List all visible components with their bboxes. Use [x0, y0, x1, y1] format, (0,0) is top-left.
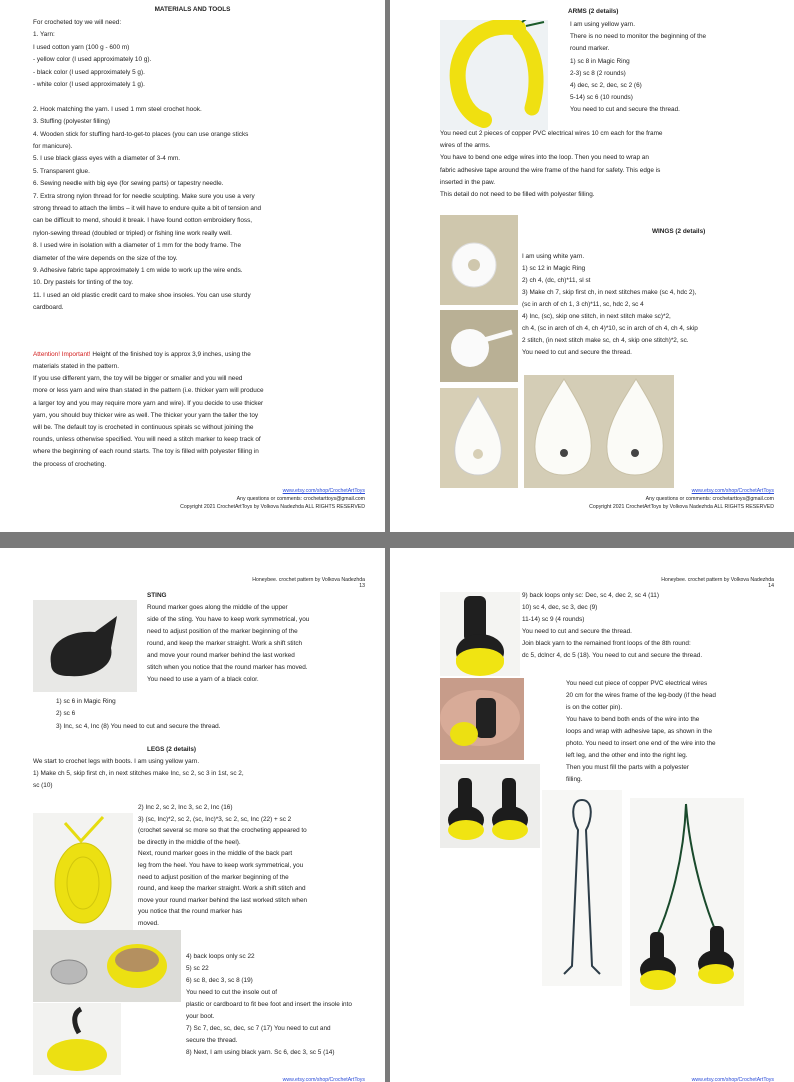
- text-line: 8) Next, I am using black yarn. Sc 6, dec 3, sc 5 (14): [186, 1049, 335, 1056]
- text-line: round, and keep the marker straight. Work a shift stitch and: [138, 885, 306, 893]
- text-line: 3) (sc, Inc)*2, sc 2, (sc, Inc)*3, sc 2, sc, Inc (22) + sc 2: [138, 815, 292, 823]
- text-line: You have to bend both ends of the wire into the: [566, 716, 700, 723]
- boot-photo: [33, 1003, 121, 1075]
- text-line: 2) Inc 2, sc 2, Inc 3, sc 2, Inc (16): [138, 804, 233, 811]
- text-line: nylon-sewing thread (doubled or tripled) or fishing line work really well.: [33, 229, 232, 237]
- text-line: 1) sc 6 in Magic Ring: [56, 698, 116, 705]
- legs-pair-illustration: [440, 764, 540, 848]
- text-line: 1) sc 12 in Magic Ring: [522, 265, 586, 272]
- text-line: 2. Hook matching the yarn. I used 1 mm steel crochet hook.: [33, 105, 202, 113]
- boot-illustration: [33, 1003, 121, 1075]
- text-line: 9) back loops only sc: Dec, sc 4, dec 2, sc 4 (11): [522, 592, 659, 599]
- text-line: 5-14) sc 6 (10 rounds): [570, 94, 633, 102]
- wing-small-photo-1: [440, 215, 518, 305]
- text-line: ch 4, (sc in arch of ch 4, ch 4)*10, sc in arch of ch 4, ch 4, skip: [522, 325, 698, 332]
- text-line: You need to cut and secure the thread.: [522, 349, 632, 356]
- sting-illustration: [33, 600, 137, 692]
- text-line: You need to use a yarn of a black color.: [147, 676, 259, 683]
- text-line: photo. You need to insert one end of the wire into the: [566, 740, 716, 747]
- text-line: 11-14) sc 9 (4 rounds): [522, 616, 585, 623]
- text-line: I am using yellow yarn.: [570, 21, 635, 28]
- text-line: 2-3) sc 8 (2 rounds): [570, 69, 626, 77]
- legs-pair-photo: [440, 764, 540, 848]
- sting-photo: [33, 600, 137, 692]
- legs-on-wire-photo: [630, 798, 744, 1006]
- page-number: 13: [359, 583, 365, 589]
- text-line: side of the sting. You have to keep work symmetrical, you: [147, 616, 310, 623]
- sole-illustration: [33, 813, 133, 931]
- text-line: 4) back loops only sc 22: [186, 953, 255, 960]
- wing-progress-illustration: [440, 310, 518, 382]
- page-sting-legs: [0, 548, 385, 1082]
- text-line: the process of crocheting.: [33, 460, 107, 468]
- sting-title: STING: [147, 592, 167, 599]
- text-line: 1) Make ch 5, skip first ch, in next stitches make Inc, sc 2, sc 3 in 1st, sc 2,: [33, 770, 244, 778]
- text-line: 2) ch 4, (dc, ch)*11, sl st: [522, 277, 591, 284]
- wire-photo: [542, 790, 622, 986]
- text-line: rounds, unless otherwise specified. You will need a stitch marker to keep track of: [33, 436, 261, 444]
- text-line: 20 cm for the wires frame of the leg-body (if the head: [566, 692, 716, 699]
- text-line: You have to bend one edge wires into the loop. Then you need to wrap an: [440, 154, 649, 162]
- attention-line: [33, 351, 251, 359]
- wing-small-photo-2: [440, 310, 518, 382]
- text-line: 10) sc 4, dec, sc 3, dec (9): [522, 604, 598, 611]
- text-line: 6) sc 8, dec 3, sc 8 (19): [186, 977, 253, 984]
- text-line: filling.: [566, 776, 583, 783]
- text-line: 7. Extra strong nylon thread for for needle sculpting. Make sure you use a very: [33, 192, 255, 200]
- text-line: 3) Inc, sc 4, Inc (8) You need to cut and secure the thread.: [56, 722, 221, 730]
- text-line: Join black yarn to the remained front loops of the 8th round:: [522, 640, 691, 647]
- text-line: Round marker goes along the middle of the upper: [147, 604, 288, 611]
- wings-title: WINGS (2 details): [652, 228, 706, 235]
- footer-link[interactable]: www.etsy.com/shop/CrochetArtToys: [282, 1077, 365, 1082]
- page-materials: [0, 0, 385, 532]
- text-line: Next, round marker goes in the middle of the back part: [138, 850, 293, 858]
- page-legs-continued: [390, 548, 794, 1082]
- footer-contact: Any questions or comments: crochetarttoys@gmail.com: [236, 496, 365, 502]
- text-line: 2 stitch, (in next stitch make sc, ch 4, skip one stitch)*2, sc.: [522, 337, 689, 344]
- footer-contact: Any questions or comments: crochetarttoys@gmail.com: [645, 496, 774, 502]
- attention-text: Height of the finished toy is approx 3,9 inches, using the: [90, 351, 251, 358]
- text-line: yarn, you should buy thicker wire as well. The thicker your yarn the taller the toy: [33, 411, 259, 419]
- text-line: This detail do not need to be filled with polyester filling.: [440, 191, 595, 198]
- text-line: materials stated in the pattern.: [33, 363, 119, 370]
- text-line: can be difficult to mend, should it break. I have found cotton embroidery floss,: [33, 217, 253, 225]
- text-line: round marker.: [570, 45, 610, 53]
- legs-title: LEGS (2 details): [147, 746, 197, 753]
- legs-on-wire-illustration: [630, 798, 744, 1006]
- text-line: - black color (I used approximately 5 g).: [33, 68, 145, 76]
- text-line: 5. Transparent glue.: [33, 167, 90, 175]
- text-line: 4. Wooden stick for stuffing hard-to-get-to places (you can use orange sticks: [33, 130, 249, 138]
- text-line: sc (10): [33, 782, 53, 790]
- text-line: You need cut 2 pieces of copper PVC electrical wires 10 cm each for the frame: [440, 130, 663, 137]
- footer-copyright: Copyright 2021 CrochetArtToys by Volkova Nadezhda ALL RIGHTS RESERVED: [589, 504, 774, 510]
- text-line: 1. Yarn:: [33, 31, 55, 39]
- text-line: left leg, and the other end into the right leg.: [566, 752, 688, 759]
- leg-illustration: [440, 592, 520, 676]
- text-line: your boot.: [186, 1013, 215, 1020]
- page-header: Honeybee. crochet pattern by Volkova Nadezhda: [661, 577, 774, 583]
- text-line: need to adjust position of the marker beginning of the: [138, 873, 289, 881]
- text-line: You need to cut and secure the thread.: [522, 628, 632, 635]
- footer-copyright: Copyright 2021 CrochetArtToys by Volkova Nadezhda ALL RIGHTS RESERVED: [180, 504, 365, 510]
- text-line: more or less yarn and wire than stated in the pattern (i.e. thicker yarn will produce: [33, 387, 264, 395]
- text-line: wires of the arms.: [440, 142, 491, 150]
- text-line: You need cut piece of copper PVC electrical wires: [566, 680, 708, 687]
- wings-pair-illustration: [524, 375, 674, 488]
- text-line: 3) Make ch 7, skip first ch, in next stitches make (sc 4, hdc 2),: [522, 289, 697, 296]
- text-line: leg from the heel. You have to keep work symmetrical, you: [138, 862, 304, 869]
- text-line: 6. Sewing needle with big eye (for sewing parts) or tapestry needle.: [33, 180, 224, 188]
- text-line: loops and wrap with adhesive tape, as shown in the: [566, 728, 713, 735]
- text-line: need to adjust position of the marker beginning of the: [147, 628, 298, 635]
- text-line: 4) dec, sc 2, dec, sc 2 (6): [570, 82, 642, 89]
- text-line: If you use different yarn, the toy will be bigger or smaller and you will need: [33, 375, 243, 383]
- text-line: I am using white yarn.: [522, 253, 585, 260]
- text-line: 11. I used an old plastic credit card to make shoe insoles. You can use sturdy: [33, 291, 251, 299]
- text-line: Then you must fill the parts with a polyester: [566, 764, 689, 771]
- wing-small-photo-3: [440, 388, 518, 488]
- text-line: dc 5, dclncr 4, dc 5 (18). You need to cut and secure the thread.: [522, 652, 703, 659]
- text-line: strong thread to attach the limbs – it will have to endure quite a bit of tension and: [33, 205, 262, 212]
- text-line: 10. Dry pastels for tinting of the toy.: [33, 279, 134, 287]
- arms-photo: [440, 20, 548, 130]
- leg-sole-photo: [33, 813, 133, 931]
- arms-title: ARMS (2 details): [568, 8, 619, 15]
- text-line: You need to cut the insole out of: [186, 989, 278, 996]
- text-line: diameter of the wire depends on the size of the toy.: [33, 254, 178, 262]
- insole-photo: [33, 930, 181, 1002]
- text-line: and move your round marker behind the last worked: [147, 652, 295, 659]
- page-arms-wings: [390, 0, 794, 532]
- text-line: 3. Stuffing (polyester filling): [33, 118, 110, 126]
- text-line: moved.: [138, 920, 159, 927]
- text-line: 7) Sc 7, dec, sc, dec, sc 7 (17) You need to cut and: [186, 1025, 331, 1032]
- text-line: move your round marker behind the last worked stitch when: [138, 896, 308, 904]
- wire-illustration: [542, 790, 622, 986]
- text-line: for manicure).: [33, 143, 73, 150]
- text-line: For crocheted toy we will need:: [33, 19, 122, 26]
- text-line: 5. I use black glass eyes with a diameter of 3-4 mm.: [33, 155, 181, 163]
- text-line: secure the thread.: [186, 1037, 238, 1044]
- leg-in-hand-photo: [440, 678, 524, 760]
- text-line: (sc in arch of ch 1, 3 ch)*11, sc, hdc 2, sc 4: [522, 301, 644, 308]
- wing-teardrop-illustration: [440, 388, 518, 488]
- footer-link[interactable]: www.etsy.com/shop/CrochetArtToys: [691, 488, 774, 494]
- text-line: I used cotton yarn (100 g - 600 m): [33, 43, 130, 51]
- text-line: 2) sc 6: [56, 710, 76, 718]
- text-line: round, and keep the marker straight. Work a shift stitch: [147, 640, 303, 647]
- text-line: be directly in the middle of the heel).: [138, 838, 241, 846]
- text-line: plastic or cardboard to fit bee foot and insert the insole into: [186, 1001, 352, 1008]
- insole-illustration: [33, 930, 181, 1002]
- text-line: 4) Inc, (sc), skip one stitch, in next stitch make sc)*2,: [522, 313, 671, 320]
- footer-link[interactable]: www.etsy.com/shop/CrochetArtToys: [691, 1077, 774, 1082]
- text-line: (crochet several sc more so that the crocheting appeared to: [138, 827, 307, 835]
- page-title: MATERIALS AND TOOLS: [154, 6, 231, 13]
- text-line: There is no need to monitor the beginning of the: [570, 33, 707, 41]
- text-line: 1) sc 8 in Magic Ring: [570, 57, 630, 65]
- text-line: 9. Adhesive fabric tape approximately 1 cm wide to work up the wire ends.: [33, 267, 243, 274]
- text-line: - white color (I used approximately 1 g).: [33, 81, 145, 88]
- wing-circle-illustration: [440, 215, 518, 305]
- attention-label: Attention! Important!: [33, 351, 91, 358]
- text-line: cardboard.: [33, 304, 64, 312]
- leg-single-photo: [440, 592, 520, 676]
- footer-link[interactable]: www.etsy.com/shop/CrochetArtToys: [282, 488, 365, 494]
- text-line: - yellow color (I used approximately 10 g).: [33, 56, 152, 64]
- text-line: 8. I used wire in isolation with a diameter of 1 mm for the body frame. The: [33, 242, 242, 250]
- text-line: stitch when you notice that the round marker has moved.: [147, 664, 308, 671]
- hand-illustration: [440, 678, 524, 760]
- page-number: 14: [768, 583, 774, 589]
- arms-illustration: [440, 20, 548, 130]
- text-line: We start to crochet legs with boots. I am using yellow yarn.: [33, 758, 200, 765]
- text-line: will be. The default toy is crocheted in continuous spirals sc without joining the: [33, 424, 254, 431]
- text-line: is on the cotter pin).: [566, 704, 623, 711]
- text-line: fabric adhesive tape around the wire frame of the hand for safety. This edge is: [440, 166, 661, 174]
- text-line: where the beginning of each round starts. The toy is filled with polyester filling in: [33, 448, 259, 456]
- wings-pair-photo: [524, 375, 674, 488]
- page-header: Honeybee. crochet pattern by Volkova Nadezhda: [252, 577, 365, 583]
- text-line: inserted in the paw.: [440, 178, 496, 186]
- text-line: 5) sc 22: [186, 965, 209, 972]
- text-line: a larger toy and you may require more yarn and wire). If you decide to use thicker: [33, 399, 264, 407]
- text-line: You need to cut and secure the thread.: [570, 106, 680, 114]
- text-line: you notice that the round marker has: [138, 908, 243, 916]
